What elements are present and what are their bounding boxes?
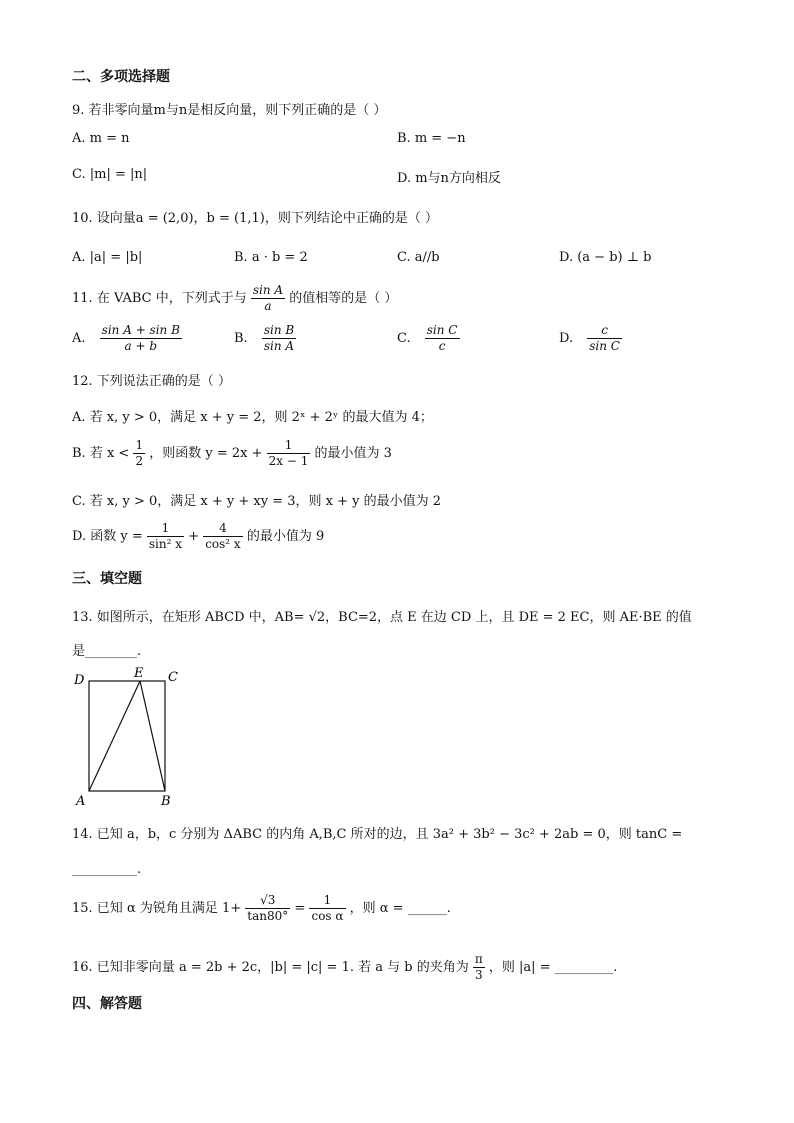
q9-option-b: B. m = −n bbox=[397, 131, 466, 146]
section-heading-fill-in: 三、填空题 bbox=[72, 571, 142, 587]
q9-option-c: C. |m| = |n| bbox=[72, 167, 148, 182]
q10-stem: 10. 设向量a = (2,0)，b = (1,1)，则下列结论中正确的是（ ） bbox=[72, 211, 438, 226]
q15-fraction-2 bbox=[309, 893, 345, 924]
option-text: + bbox=[188, 529, 200, 544]
option-label: C. bbox=[397, 331, 411, 346]
label-d: D bbox=[74, 673, 85, 688]
stem-text: ，则 α = ______. bbox=[349, 901, 451, 916]
q12-b-fraction-half bbox=[133, 438, 145, 469]
q11-stem-text: 11. 在 VABC 中，下列式于与 bbox=[72, 291, 247, 306]
stem-text: 16. 已知非零向量 a = 2b + 2c，|b| = |c| = 1. 若 a 与 b 的夹角为 bbox=[72, 960, 469, 975]
q11-option-a bbox=[72, 323, 182, 354]
q9-option-a: A. m = n bbox=[72, 131, 130, 146]
segment-ae bbox=[89, 681, 140, 791]
fraction-numerator: √3 bbox=[245, 893, 290, 909]
q9-option-d: D. m与n方向相反 bbox=[397, 171, 501, 186]
q11-option-d bbox=[559, 323, 622, 354]
fraction-denominator: tan80° bbox=[247, 909, 289, 923]
label-c: C bbox=[168, 670, 178, 685]
fraction-denominator: a bbox=[264, 299, 272, 313]
option-text: ，则函数 y = 2x + bbox=[149, 446, 263, 461]
q12-d-fraction-2 bbox=[203, 521, 243, 552]
stem-text: ，则 |a| = _________. bbox=[488, 960, 618, 975]
q11-stem bbox=[72, 283, 397, 314]
option-text: B. 若 x < bbox=[72, 446, 130, 461]
q12-d-fraction-1 bbox=[147, 521, 184, 552]
fraction-numerator: sin A + sin B bbox=[101, 323, 180, 337]
q11-option-b-fraction bbox=[262, 323, 296, 354]
q9-stem: 9. 若非零向量m与n是相反向量，则下列正确的是（ ） bbox=[72, 103, 387, 118]
q12-option-a: A. 若 x, y > 0，满足 x + y = 2，则 2ˣ + 2ʸ 的最大值为 4； bbox=[72, 410, 433, 425]
fraction-denominator: sin² x bbox=[148, 537, 182, 551]
q14-stem-line2: __________. bbox=[72, 862, 142, 877]
q11-option-d-fraction bbox=[587, 323, 622, 354]
fraction-numerator: c bbox=[587, 323, 622, 339]
q15-stem bbox=[72, 893, 451, 924]
fraction-numerator: sin A bbox=[252, 283, 284, 297]
fraction-numerator: sin B bbox=[263, 323, 295, 337]
stem-text: 15. 已知 α 为锐角且满足 1+ bbox=[72, 901, 242, 916]
q11-stem-tail: 的值相等的是（ ） bbox=[289, 291, 398, 306]
q12-option-d bbox=[72, 521, 324, 552]
fraction-numerator: π bbox=[474, 952, 483, 966]
q11-option-b bbox=[234, 323, 296, 354]
fraction-numerator: 1 bbox=[135, 438, 144, 452]
label-a: A bbox=[76, 794, 86, 809]
fraction-denominator: 2 bbox=[135, 454, 144, 468]
q13-stem-line1: 13. 如图所示，在矩形 ABCD 中，AB= √2，BC=2，点 E 在边 CD 上，且 DE = 2 EC，则 AE·BE 的值 bbox=[72, 610, 692, 625]
option-text: 的最小值为 9 bbox=[246, 529, 325, 544]
option-label: D. bbox=[559, 331, 574, 346]
fraction-denominator: cos α bbox=[311, 909, 344, 923]
q10-option-d: D. (a − b) ⊥ b bbox=[559, 250, 652, 265]
q12-option-c: C. 若 x, y > 0，满足 x + y + xy = 3，则 x + y 的最小值为 2 bbox=[72, 494, 441, 509]
rectangle-abcd bbox=[89, 681, 165, 791]
fraction-numerator: sin C bbox=[426, 323, 458, 337]
section-heading-answer: 四、解答题 bbox=[72, 996, 142, 1012]
section-heading-multi-choice: 二、多项选择题 bbox=[72, 69, 170, 85]
q11-stem-fraction bbox=[251, 283, 285, 314]
fraction-denominator: 2x − 1 bbox=[268, 454, 309, 468]
q11-option-a-fraction bbox=[100, 323, 182, 354]
q14-stem-line1: 14. 已知 a，b，c 分别为 ΔABC 的内角 A,B,C 所对的边，且 3a² + 3b² − 3c² + 2ab = 0，则 tanC = bbox=[72, 827, 683, 842]
fraction-denominator: sin C bbox=[589, 339, 620, 353]
fraction-numerator: 4 bbox=[203, 521, 243, 537]
q15-fraction-1 bbox=[245, 893, 290, 924]
stem-text: = bbox=[294, 901, 306, 916]
label-b: B bbox=[161, 794, 171, 809]
rectangle-diagram bbox=[72, 664, 182, 812]
q13-stem-line2: 是________. bbox=[72, 644, 142, 659]
fraction-denominator: sin A bbox=[263, 339, 295, 353]
segment-be bbox=[140, 681, 165, 791]
q10-option-b: B. a · b = 2 bbox=[234, 250, 308, 265]
q11-option-c bbox=[397, 323, 460, 354]
q12-stem: 12. 下列说法正确的是（ ） bbox=[72, 374, 231, 389]
option-label: A. bbox=[72, 331, 86, 346]
fraction-denominator: 3 bbox=[475, 968, 483, 982]
fraction-numerator: 1 bbox=[267, 438, 311, 454]
option-text: 的最小值为 3 bbox=[314, 446, 392, 461]
q12-option-b bbox=[72, 438, 392, 469]
option-label: B. bbox=[234, 331, 248, 346]
q10-option-a: A. |a| = |b| bbox=[72, 250, 143, 265]
q11-option-c-fraction bbox=[425, 323, 460, 354]
fraction-numerator: 1 bbox=[309, 893, 345, 909]
q16-fraction bbox=[473, 952, 485, 983]
label-e: E bbox=[134, 666, 144, 681]
fraction-numerator: 1 bbox=[147, 521, 184, 537]
q12-b-fraction bbox=[267, 438, 311, 469]
option-text: D. 函数 y = bbox=[72, 529, 143, 544]
fraction-denominator: a + b bbox=[124, 339, 158, 353]
q16-stem bbox=[72, 952, 617, 983]
fraction-denominator: cos² x bbox=[205, 537, 241, 551]
q10-option-c: C. a//b bbox=[397, 250, 440, 265]
fraction-denominator: c bbox=[438, 339, 446, 353]
